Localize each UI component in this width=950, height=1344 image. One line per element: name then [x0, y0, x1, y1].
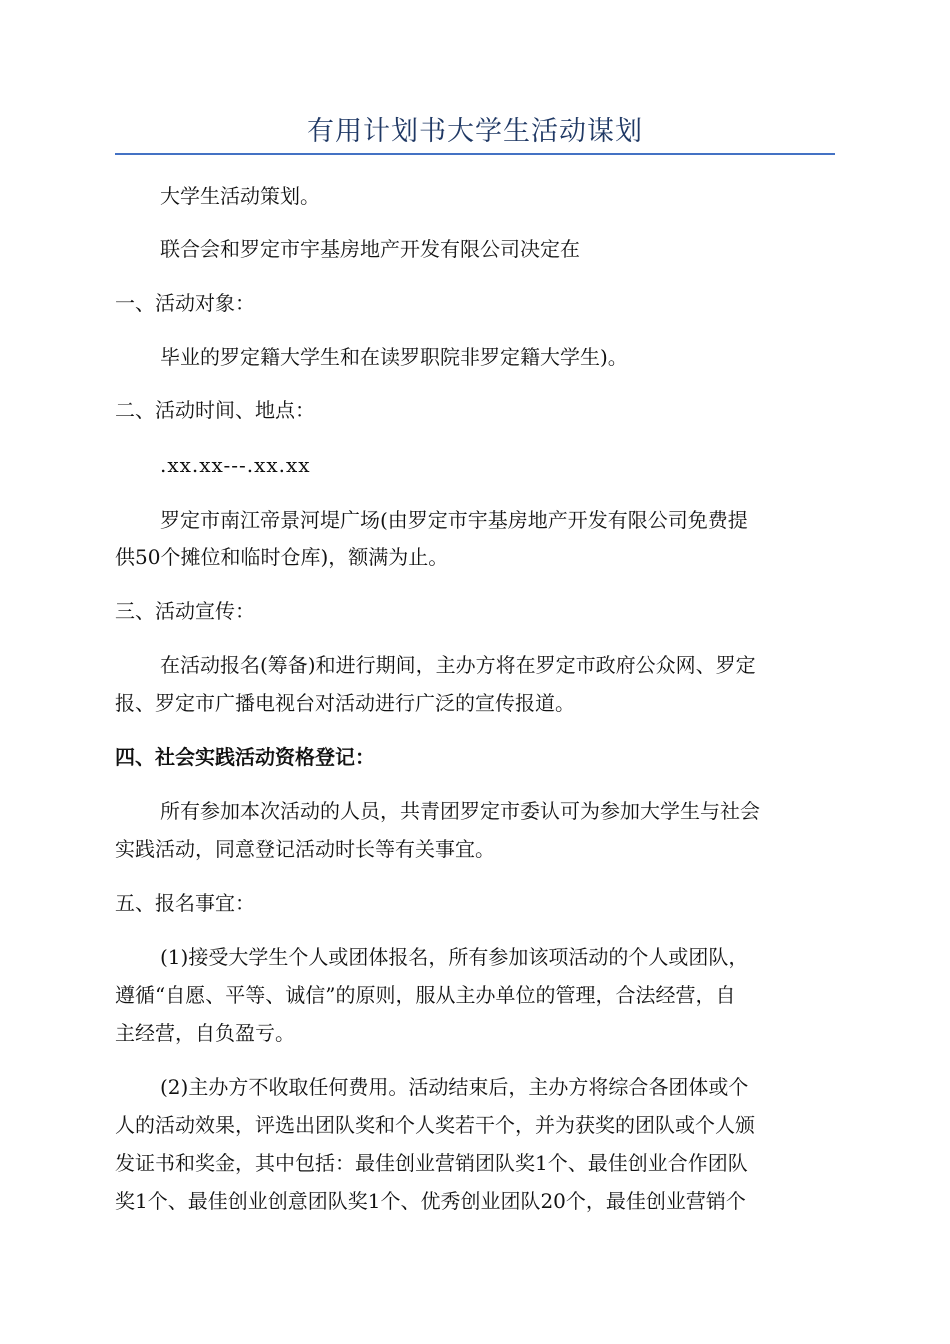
- paragraph-continuation: 报、罗定市广播电视台对活动进行广泛的宣传报道。: [115, 691, 575, 715]
- paragraph-continuation: 主经营，自负盈亏。: [115, 1021, 295, 1045]
- paragraph-continuation: 遵循“自愿、平等、诚信”的原则，服从主办单位的管理，合法经营，自: [115, 983, 736, 1007]
- section-heading-bold: 四、社会实践活动资格登记：: [115, 745, 375, 769]
- document-title: 有用计划书大学生活动谋划: [307, 116, 643, 147]
- date-range: .xx.xx---.xx.xx: [160, 453, 311, 477]
- paragraph: 所有参加本次活动的人员，共青团罗定市委认可为参加大学生与社会: [160, 799, 760, 823]
- paragraph: (2)主办方不收取任何费用。活动结束后，主办方将综合各团体或个: [160, 1075, 749, 1099]
- paragraph: 罗定市南江帝景河堤广场(由罗定市宇基房地产开发有限公司免费提: [160, 508, 748, 532]
- paragraph-continuation: 人的活动效果，评选出团队奖和个人奖若干个，并为获奖的团队或个人颁: [115, 1113, 755, 1137]
- paragraph: 毕业的罗定籍大学生和在读罗职院非罗定籍大学生)。: [160, 345, 628, 369]
- paragraph-continuation: 供50个摊位和临时仓库)，额满为止。: [115, 545, 449, 569]
- section-heading: 五、报名事宜：: [115, 891, 255, 915]
- paragraph: 联合会和罗定市宇基房地产开发有限公司决定在: [160, 237, 580, 261]
- paragraph-continuation: 奖1个、最佳创业创意团队奖1个、优秀创业团队20个，最佳创业营销个: [115, 1189, 746, 1213]
- paragraph-continuation: 实践活动，同意登记活动时长等有关事宜。: [115, 837, 495, 861]
- paragraph: (1)接受大学生个人或团体报名，所有参加该项活动的个人或团队，: [160, 945, 749, 969]
- paragraph: 在活动报名(筹备)和进行期间，主办方将在罗定市政府公众网、罗定: [160, 653, 756, 677]
- paragraph-continuation: 发证书和奖金，其中包括：最佳创业营销团队奖1个、最佳创业合作团队: [115, 1151, 748, 1175]
- title-underline: [115, 153, 835, 155]
- section-heading: 二、活动时间、地点：: [115, 398, 315, 422]
- section-heading: 三、活动宣传：: [115, 599, 255, 623]
- paragraph: 大学生活动策划。: [160, 184, 320, 208]
- section-heading: 一、活动对象：: [115, 291, 255, 315]
